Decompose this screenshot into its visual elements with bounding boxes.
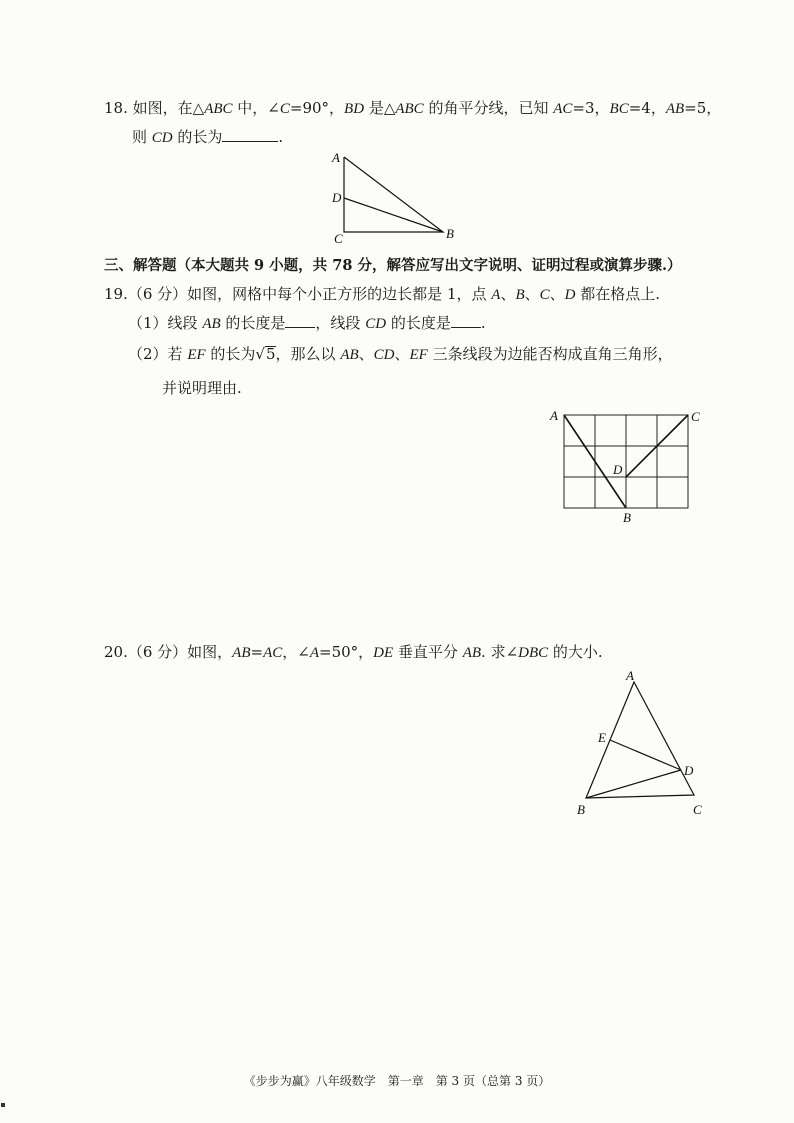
answer-blank-ab[interactable] [285, 312, 315, 328]
q19-line1: 19.（6 分）如图，网格中每个小正方形的边长都是 1，点 A、B、C、D 都在格点上. [104, 285, 661, 303]
label-c: C [334, 231, 343, 246]
q18-line2: 则 CD 的长为 . [132, 128, 284, 146]
label-b: B [446, 226, 454, 241]
label-c: C [693, 802, 702, 817]
scan-mark [1, 1103, 5, 1107]
section-title: 三、解答题（本大题共 9 小题，共 78 分，解答应写出文字说明、证明过程或演算步骤.） [104, 257, 682, 274]
sqrt-sign: √ [255, 345, 265, 363]
q18-line1: 18. 如图，在△ABC 中，∠C=90°，BD 是△ABC 的角平分线，已知 AC=3，BC=4，AB=5， [104, 99, 722, 117]
segment-bd [344, 198, 443, 232]
segment-de [610, 740, 681, 770]
label-c: C [691, 409, 700, 424]
segment-bd [586, 770, 681, 798]
label-a: A [332, 150, 340, 165]
answer-blank[interactable] [222, 126, 278, 142]
grid [564, 415, 688, 508]
label-d: D [332, 190, 342, 205]
label-d: D [613, 462, 623, 477]
answer-blank-cd[interactable] [451, 312, 481, 328]
q18-triangle-figure [330, 150, 470, 246]
page-footer: 《步步为赢》八年级数学 第一章 第 3 页（总第 3 页） [243, 1074, 551, 1088]
q20-triangle-figure [570, 668, 720, 820]
q19-part1: （1）线段 AB 的长度是 ，线段 CD 的长度是 . [128, 314, 486, 332]
triangle-abc [344, 157, 443, 232]
label-e: E [598, 730, 606, 745]
label-b: B [577, 802, 585, 817]
label-a: A [550, 408, 558, 423]
label-d: D [684, 763, 694, 778]
label-b: B [623, 510, 631, 525]
q19-part2-line2: 并说明理由. [162, 379, 242, 397]
q19-part2: （2）若 EF 的长为√5，那么以 AB、CD、EF 三条线段为边能否构成直角三角形， [128, 345, 673, 363]
sqrt-value: 5 [265, 345, 276, 363]
label-a: A [626, 668, 634, 683]
q19-grid-figure [548, 404, 708, 526]
q20-line1: 20.（6 分）如图，AB=AC，∠A=50°，DE 垂直平分 AB. 求∠DBC 的大小. [104, 643, 603, 661]
